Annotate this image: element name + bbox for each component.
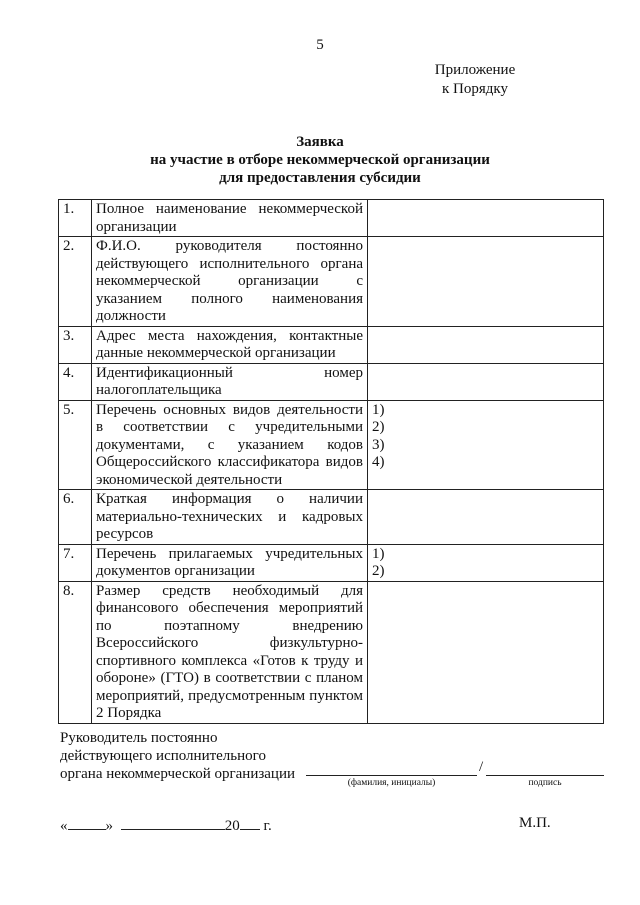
application-form-table [58, 199, 604, 724]
signature-caption: подпись [528, 778, 562, 788]
appendix-note [410, 61, 540, 99]
month-field[interactable] [121, 815, 225, 830]
title-line-1: Заявка [296, 134, 344, 150]
signature-field[interactable] [486, 774, 604, 776]
form-row [59, 400, 604, 490]
form-row [59, 581, 604, 723]
page-number: 5 [316, 37, 324, 53]
row-value-field[interactable] [368, 363, 604, 400]
row-number: 2. [59, 237, 92, 327]
row-value-field[interactable] [368, 400, 604, 490]
document-title [100, 133, 540, 187]
date-open-quote: « [60, 818, 68, 834]
name-initials-caption: (фамилия, инициалы) [347, 778, 436, 788]
signatory-line-2: действующего исполнительного [60, 748, 266, 764]
row-description: Краткая информация о наличии материально-технических и кадровых ресурсов [92, 490, 368, 545]
stamp-placeholder: М.П. [519, 815, 551, 831]
title-line-3: для предоставления субсидии [219, 170, 421, 186]
form-row [59, 490, 604, 545]
row-description: Адрес места нахождения, контактные данные некоммерческой организации [92, 326, 368, 363]
row-value-field[interactable] [368, 581, 604, 723]
signatory-line-3: органа некоммерческой организации [60, 766, 296, 782]
name-initials-field[interactable] [306, 774, 477, 776]
form-row [59, 237, 604, 327]
list-item-marker: 1) [372, 545, 385, 562]
date-row [60, 815, 272, 835]
appendix-line-1: Приложение [434, 62, 516, 78]
signatory-line-1: Руководитель постоянно [60, 730, 218, 746]
row-description: Размер средств необходимый для финансового обеспечения мероприятий по поэтапному внедрению Всероссийского физкультурно-спортивного комплекса «Готов к труду и обороне» (ГТО) в соответствии с планом мероприятий, предусмотренным пунктом 2 Порядка [92, 581, 368, 723]
row-value-field[interactable] [368, 490, 604, 545]
form-row [59, 326, 604, 363]
row-value-field[interactable] [368, 544, 604, 581]
row-description: Идентификационный номер налогоплательщика [92, 363, 368, 400]
row-value-field[interactable] [368, 237, 604, 327]
row-value-field[interactable] [368, 326, 604, 363]
date-close-quote: » [105, 818, 113, 834]
row-number: 8. [59, 581, 92, 723]
signature-separator: / [479, 759, 484, 775]
row-description: Ф.И.О. руководителя постоянно действующего исполнительного органа некоммерческой организации с указанием полного наименования должности [92, 237, 368, 327]
title-line-2: на участие в отборе некоммерческой организации [150, 152, 490, 168]
form-row [59, 544, 604, 581]
list-item-marker: 2) [372, 419, 385, 435]
row-description: Перечень прилагаемых учредительных документов организации [92, 544, 368, 581]
row-number: 7. [59, 544, 92, 581]
appendix-line-2: к Порядку [442, 81, 508, 97]
form-row [59, 200, 604, 237]
list-item-marker: 4) [372, 454, 385, 470]
list-item-marker: 3) [372, 436, 385, 453]
row-number: 5. [59, 400, 92, 490]
row-number: 6. [59, 490, 92, 545]
form-row [59, 363, 604, 400]
row-number: 3. [59, 326, 92, 363]
row-description: Полное наименование некоммерческой организации [92, 200, 368, 237]
row-value-field[interactable] [368, 200, 604, 237]
row-number: 4. [59, 363, 92, 400]
year-suffix: г. [263, 818, 272, 834]
year-prefix: 20 [224, 818, 240, 834]
list-item-marker: 2) [372, 563, 385, 579]
row-number: 1. [59, 200, 92, 237]
row-description: Перечень основных видов деятельности в соответствии с учредительными документами, с указанием кодов Общероссийского классификатора видов экономической деятельности [92, 400, 368, 490]
list-item-marker: 1) [372, 401, 385, 418]
year-field[interactable] [240, 815, 260, 830]
day-field[interactable] [68, 815, 106, 830]
